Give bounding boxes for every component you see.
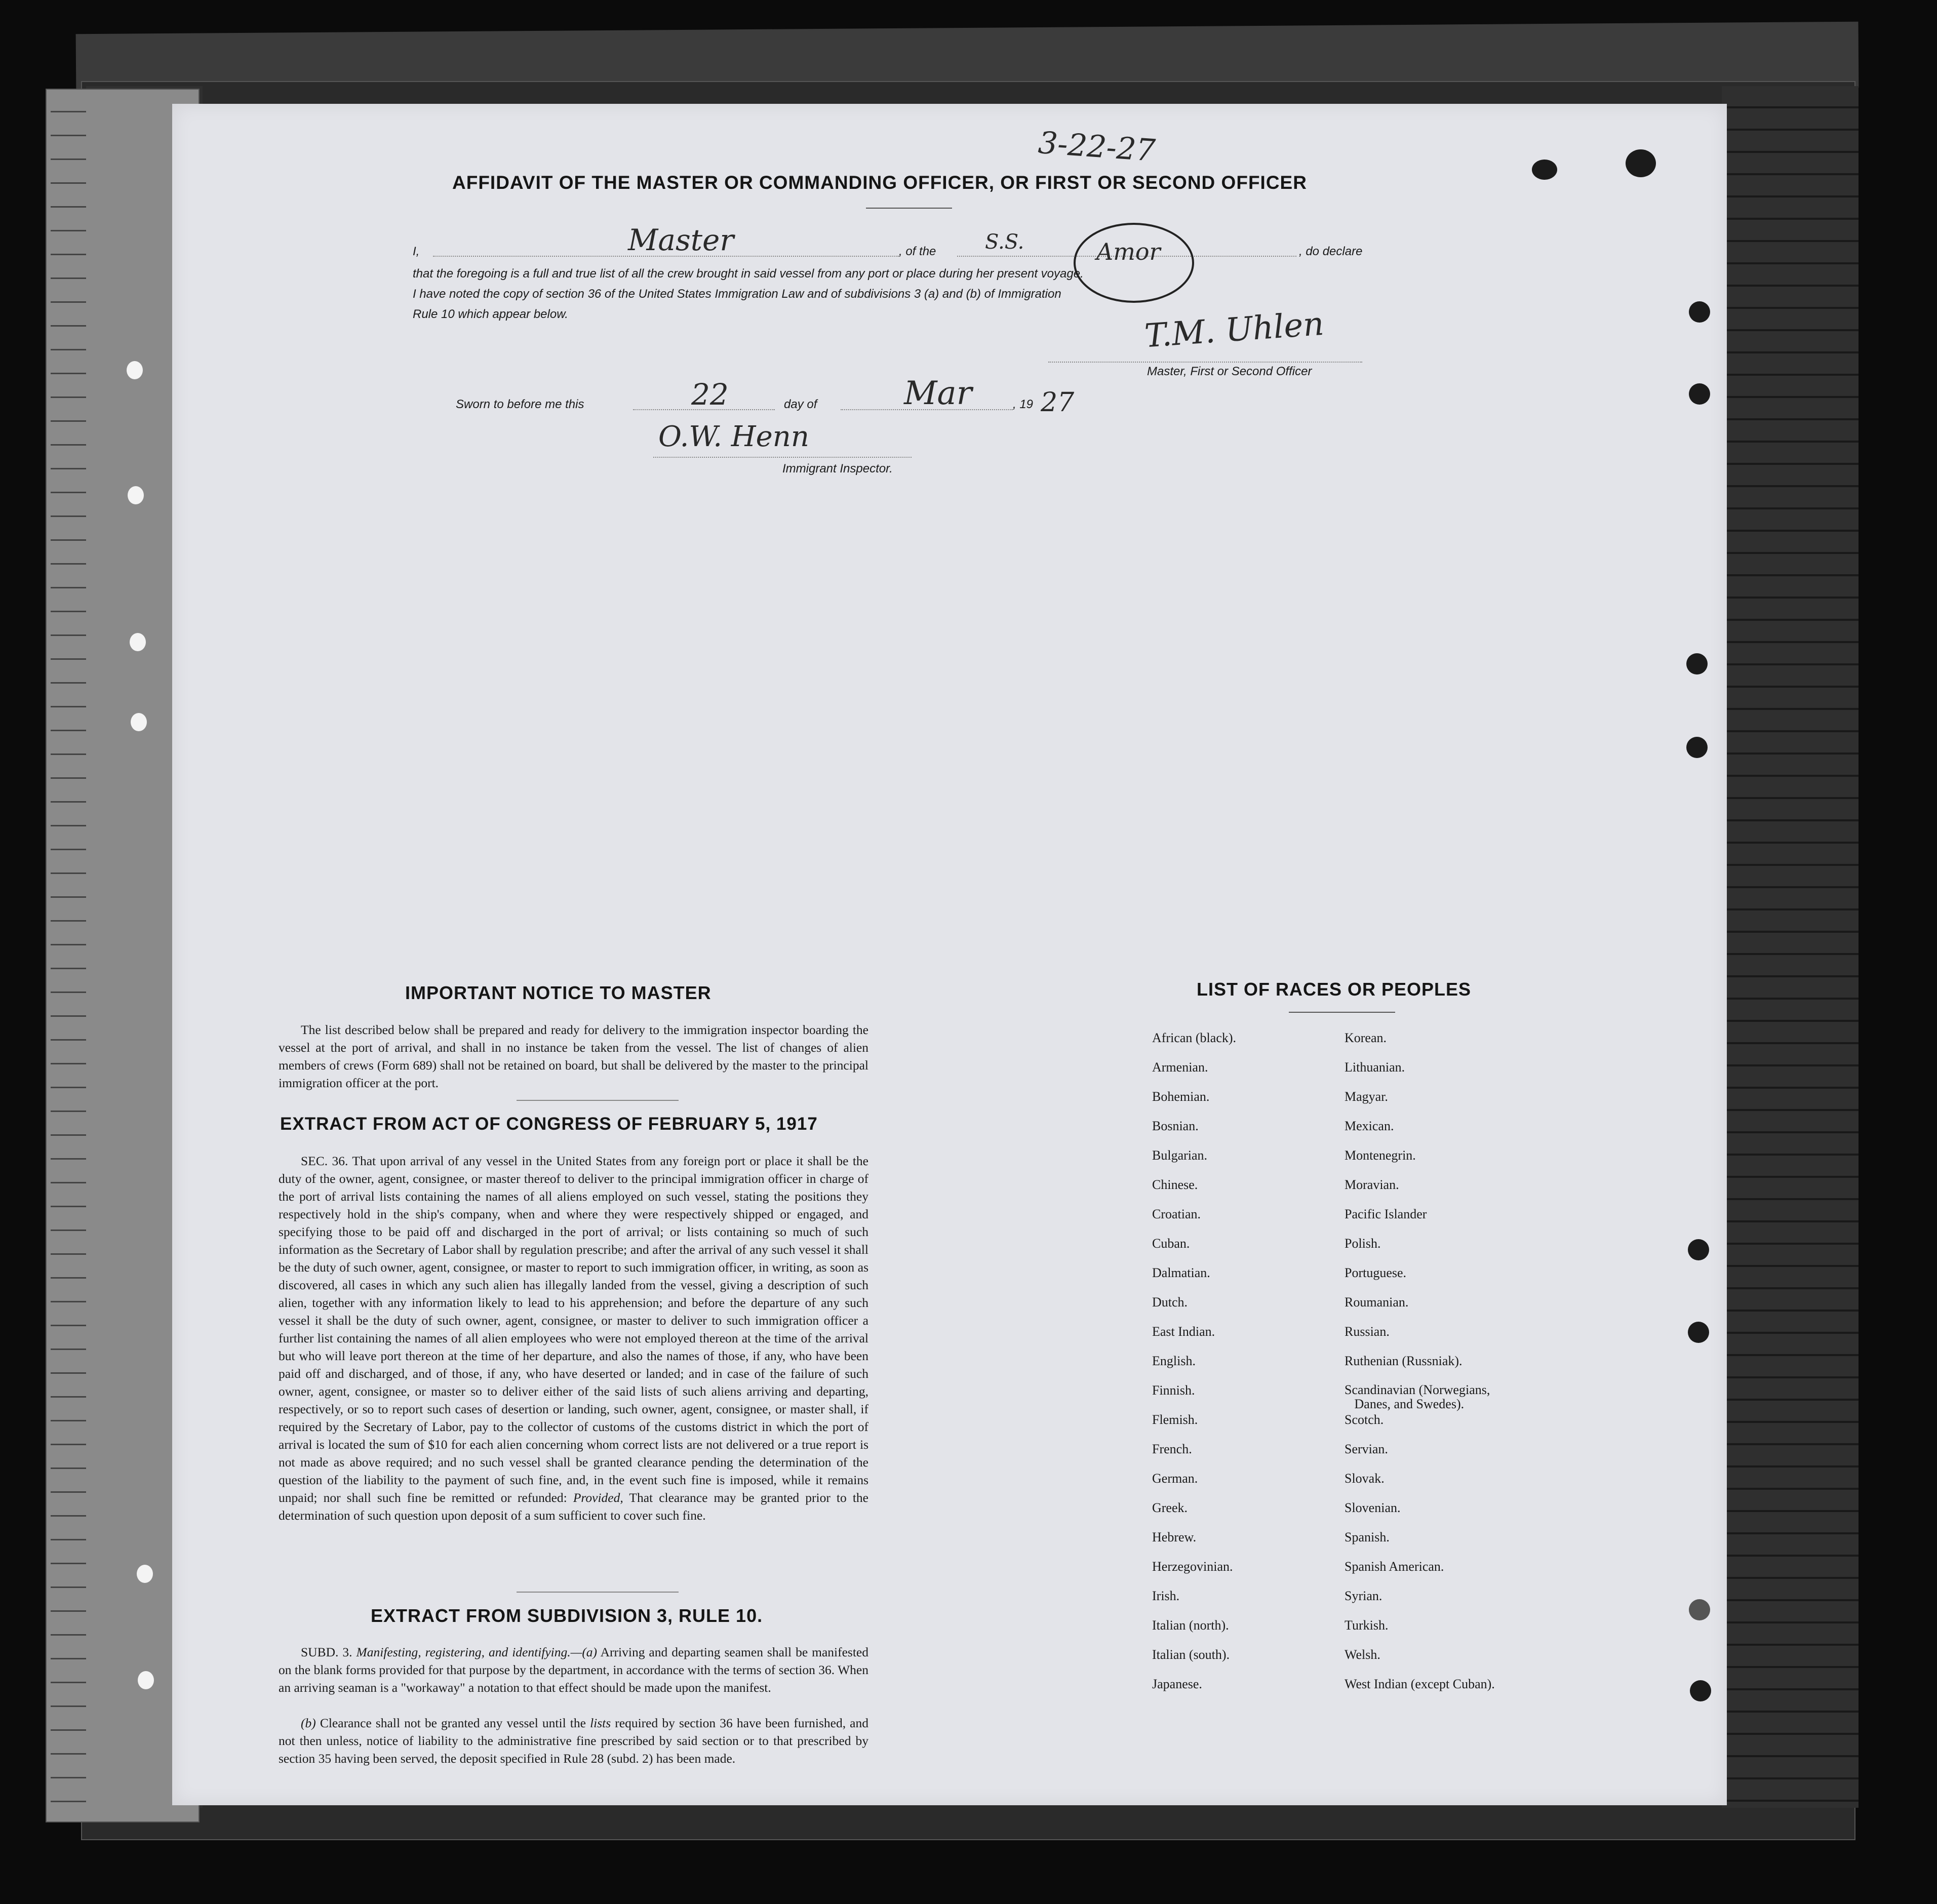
rank-handwritten: Master	[628, 223, 734, 257]
subd-a-text: Arriving and departing seamen shall be manifested on the blank forms provided for that purpose by the department, in accordance with the terms of section 36. When an arriving seaman is a "workaway" a notation to that effect should be made upon the manifest.	[279, 1645, 868, 1695]
punch-hole	[138, 1671, 154, 1689]
race-list-item: Italian (south).	[1152, 1647, 1230, 1662]
punch-hole	[130, 633, 146, 651]
declaration-line-1: that the foregoing is a full and true list of all the crew brought in said vessel from any port or place during her present voyage.	[413, 267, 1084, 281]
extract-act-title: EXTRACT FROM ACT OF CONGRESS OF FEBRUARY 5, 1917	[280, 1114, 818, 1134]
signature-line	[1048, 362, 1362, 363]
race-list-item: Cuban.	[1152, 1236, 1190, 1251]
underlying-left-page-rules	[51, 89, 86, 1820]
notice-title: IMPORTANT NOTICE TO MASTER	[405, 982, 711, 1003]
punch-hole	[1686, 653, 1708, 675]
sworn-year-handwritten: 27	[1041, 387, 1075, 418]
sworn-day-handwritten: 22	[691, 377, 729, 412]
race-list-item: Bohemian.	[1152, 1089, 1210, 1104]
vessel-prefix-handwritten: S.S.	[985, 230, 1024, 254]
race-list-item: Greek.	[1152, 1500, 1188, 1515]
inspector-signature: O.W. Henn	[658, 420, 809, 453]
race-list-item: Russian.	[1345, 1324, 1390, 1339]
race-list-item: East Indian.	[1152, 1324, 1215, 1339]
race-list-item: Bosnian.	[1152, 1119, 1199, 1133]
sworn-label: Sworn to before me this	[456, 398, 584, 411]
notice-divider	[517, 1100, 679, 1101]
do-declare-label: , do declare	[1299, 245, 1363, 258]
act-divider	[517, 1592, 679, 1593]
race-list-item: German.	[1152, 1471, 1198, 1486]
punch-hole	[1689, 301, 1710, 323]
affidavit-title: AFFIDAVIT OF THE MASTER OR COMMANDING OFFICER, OR FIRST OR SECOND OFFICER	[452, 172, 1307, 193]
race-list-item: Servian.	[1345, 1442, 1388, 1456]
declaration-pronoun: I,	[413, 245, 420, 258]
race-list-item: Hebrew.	[1152, 1530, 1197, 1544]
extract-act-text-end: That clearance may be granted prior to the determination of such question upon deposit of a sum sufficient to cover such fine.	[279, 1490, 868, 1523]
race-list-item: Portuguese.	[1345, 1265, 1407, 1280]
punch-hole	[127, 361, 143, 379]
vessel-name-handwritten: Amor	[1096, 238, 1161, 265]
notice-text: The list described below shall be prepared and ready for delivery to the immigration inspector boarding the vessel at the port of arrival, and shall in no instance be taken from the vessel. The list of changes of alien members of crews (Form 689) shall not be retained on board, but shall be delivered by the master to the principal immigration officer at the port.	[279, 1022, 868, 1090]
declaration-line-3: Rule 10 which appear below.	[413, 307, 568, 321]
race-list-item: Irish.	[1152, 1589, 1180, 1603]
race-list-item: Scandinavian (Norwegians, Danes, and Swedes).	[1345, 1382, 1490, 1411]
race-list-item: Croatian.	[1152, 1207, 1201, 1221]
race-list-item: Finnish.	[1152, 1383, 1195, 1398]
race-list-item: Welsh.	[1345, 1647, 1380, 1662]
race-list-item: English.	[1152, 1354, 1196, 1368]
race-list-item: Pacific Islander	[1345, 1207, 1427, 1221]
subd-heading: Manifesting, registering, and identifying.—(a)	[356, 1645, 598, 1659]
races-title-underline	[1289, 1012, 1395, 1013]
race-list-item: Lithuanian.	[1345, 1060, 1405, 1075]
punch-hole	[1689, 383, 1710, 405]
extract-act-text	[279, 1152, 868, 1524]
race-list-item: Moravian.	[1345, 1177, 1399, 1192]
race-list-item: Syrian.	[1345, 1589, 1382, 1603]
race-list-item: Slovenian.	[1345, 1500, 1401, 1515]
inspector-caption: Immigrant Inspector.	[782, 462, 893, 475]
ink-blot	[1532, 160, 1557, 180]
race-list-item: Polish.	[1345, 1236, 1381, 1251]
race-list-item: Bulgarian.	[1152, 1148, 1208, 1163]
race-list-item: French.	[1152, 1442, 1192, 1456]
punch-hole	[1688, 1322, 1709, 1343]
underlying-ledger-right-rules	[1722, 86, 1859, 1808]
year-prefix-label: , 19	[1013, 398, 1034, 411]
punch-hole	[137, 1565, 153, 1583]
signature-caption: Master, First or Second Officer	[1147, 365, 1312, 378]
race-list-item: Montenegrin.	[1345, 1148, 1416, 1163]
title-underline	[866, 208, 952, 209]
subd-b-label: (b)	[301, 1716, 316, 1730]
punch-hole	[128, 486, 144, 504]
punch-hole	[1690, 1680, 1711, 1701]
race-list-item: Korean.	[1345, 1030, 1387, 1045]
extract-act-text-start: SEC. 36. That upon arrival of any vessel in the United States from any foreign port or place it shall be the duty of the owner, agent, consignee, or master thereof to deliver to the principal immigration officer in charge of the port of arrival lists containing the names of all aliens employed on such vessel, stating the positions they respectively hold in the ship's company, when and where they were respectively shipped or engaged, and specifying those to be paid off and discharged in the port of arrival; or lists containing so much of such information as the Secretary of Labor shall by regulation prescribe; and after the arrival of any such vessel it shall be the duty of such owner, agent, consignee, or master to report to such immigration officer, in writing, as soon as discovered, all cases in which any such alien has illegally landed from the vessel, giving a description of such alien, together with any information likely to lead to his apprehension; and before the departure of any such vessel it shall be the duty of such owner, agent, consignee, or master to deliver to such immigration officer a further list containing the names of all alien employees who were not employed thereon at the time of the arrival but who will leave port thereon at the time of her departure, and also the names of those, if any, who have been paid off and discharged, and of those, if any, who have deserted or landed; and in case of the failure of such owner, agent, consignee, or master so to deliver either of the said lists of such aliens arriving and departing, respectively, or so to report such cases of desertion or landing, such owner, agent, consignee, or master shall, if required by the Secretary of Labor, pay to the collector of customs of the customs district in which the port of arrival is located the sum of $10 for each alien concerning whom correct lists are not delivered or a true report is not made as above required; and no such vessel shall be granted clearance pending the determination of the question of the liability to the payment of such fine, and, in the event such fine is imposed, while it remains unpaid; nor shall such fine be remitted or refunded:	[279, 1154, 868, 1505]
race-list-item: Turkish.	[1345, 1618, 1389, 1633]
of-the-label: , of the	[899, 245, 936, 258]
extract-rule-subd-b	[279, 1714, 868, 1767]
punch-hole	[131, 713, 147, 731]
race-list-item: Dalmatian.	[1152, 1265, 1210, 1280]
declaration-line-2: I have noted the copy of section 36 of the United States Immigration Law and of subdivisions 3 (a) and (b) of Immigration	[413, 287, 1061, 301]
race-list-item: Magyar.	[1345, 1089, 1388, 1104]
day-of-label: day of	[784, 398, 817, 411]
race-list-item: Flemish.	[1152, 1412, 1198, 1427]
race-list-item: Dutch.	[1152, 1295, 1188, 1310]
race-list-item: Mexican.	[1345, 1119, 1394, 1133]
races-title: LIST OF RACES OR PEOPLES	[1197, 979, 1472, 1000]
punch-hole	[1686, 737, 1708, 758]
race-list-item: African (black).	[1152, 1030, 1237, 1045]
race-list-item: Spanish American.	[1345, 1559, 1444, 1574]
race-list-item: Japanese.	[1152, 1677, 1202, 1691]
subd-b-text1: Clearance shall not be granted any vessel until the	[320, 1716, 586, 1730]
races-right-column	[1345, 1030, 1495, 1706]
race-list-item: Spanish.	[1345, 1530, 1390, 1544]
punch-hole	[1689, 1599, 1710, 1620]
race-list-item: Ruthenian (Russniak).	[1345, 1354, 1462, 1368]
punch-hole	[1688, 1239, 1709, 1260]
subd-label: SUBD. 3.	[301, 1645, 352, 1659]
race-list-item: Italian (north).	[1152, 1618, 1229, 1633]
master-signature: T.M. Uhlen	[1143, 305, 1325, 355]
race-list-item: Roumanian.	[1345, 1295, 1409, 1310]
extract-act-provided: Provided,	[573, 1490, 623, 1505]
handwritten-date-note: 3-22-27	[1037, 125, 1157, 169]
races-left-column	[1152, 1030, 1236, 1706]
race-list-item: Herzegovinian.	[1152, 1559, 1233, 1574]
subd-b-lists: lists	[590, 1716, 611, 1730]
race-list-item: Chinese.	[1152, 1177, 1198, 1192]
race-list-item: Slovak.	[1345, 1471, 1385, 1486]
race-list-item: Scotch.	[1345, 1412, 1384, 1427]
sworn-month-handwritten: Mar	[904, 375, 972, 412]
race-list-item: West Indian (except Cuban).	[1345, 1677, 1495, 1691]
race-list-item: Armenian.	[1152, 1060, 1208, 1075]
subd-b-text2: required by section 36 have been furnished, and not then unless, notice of liability to the administrative fine prescribed by said section or to that prescribed by section 35 having been served, the deposit specified in Rule 28 (subd. 2) has been made.	[279, 1716, 868, 1766]
extract-rule-subd-a	[279, 1643, 868, 1696]
extract-rule-title: EXTRACT FROM SUBDIVISION 3, RULE 10.	[371, 1605, 763, 1626]
ink-blot	[1626, 149, 1656, 177]
inspector-fill-line	[653, 457, 912, 458]
